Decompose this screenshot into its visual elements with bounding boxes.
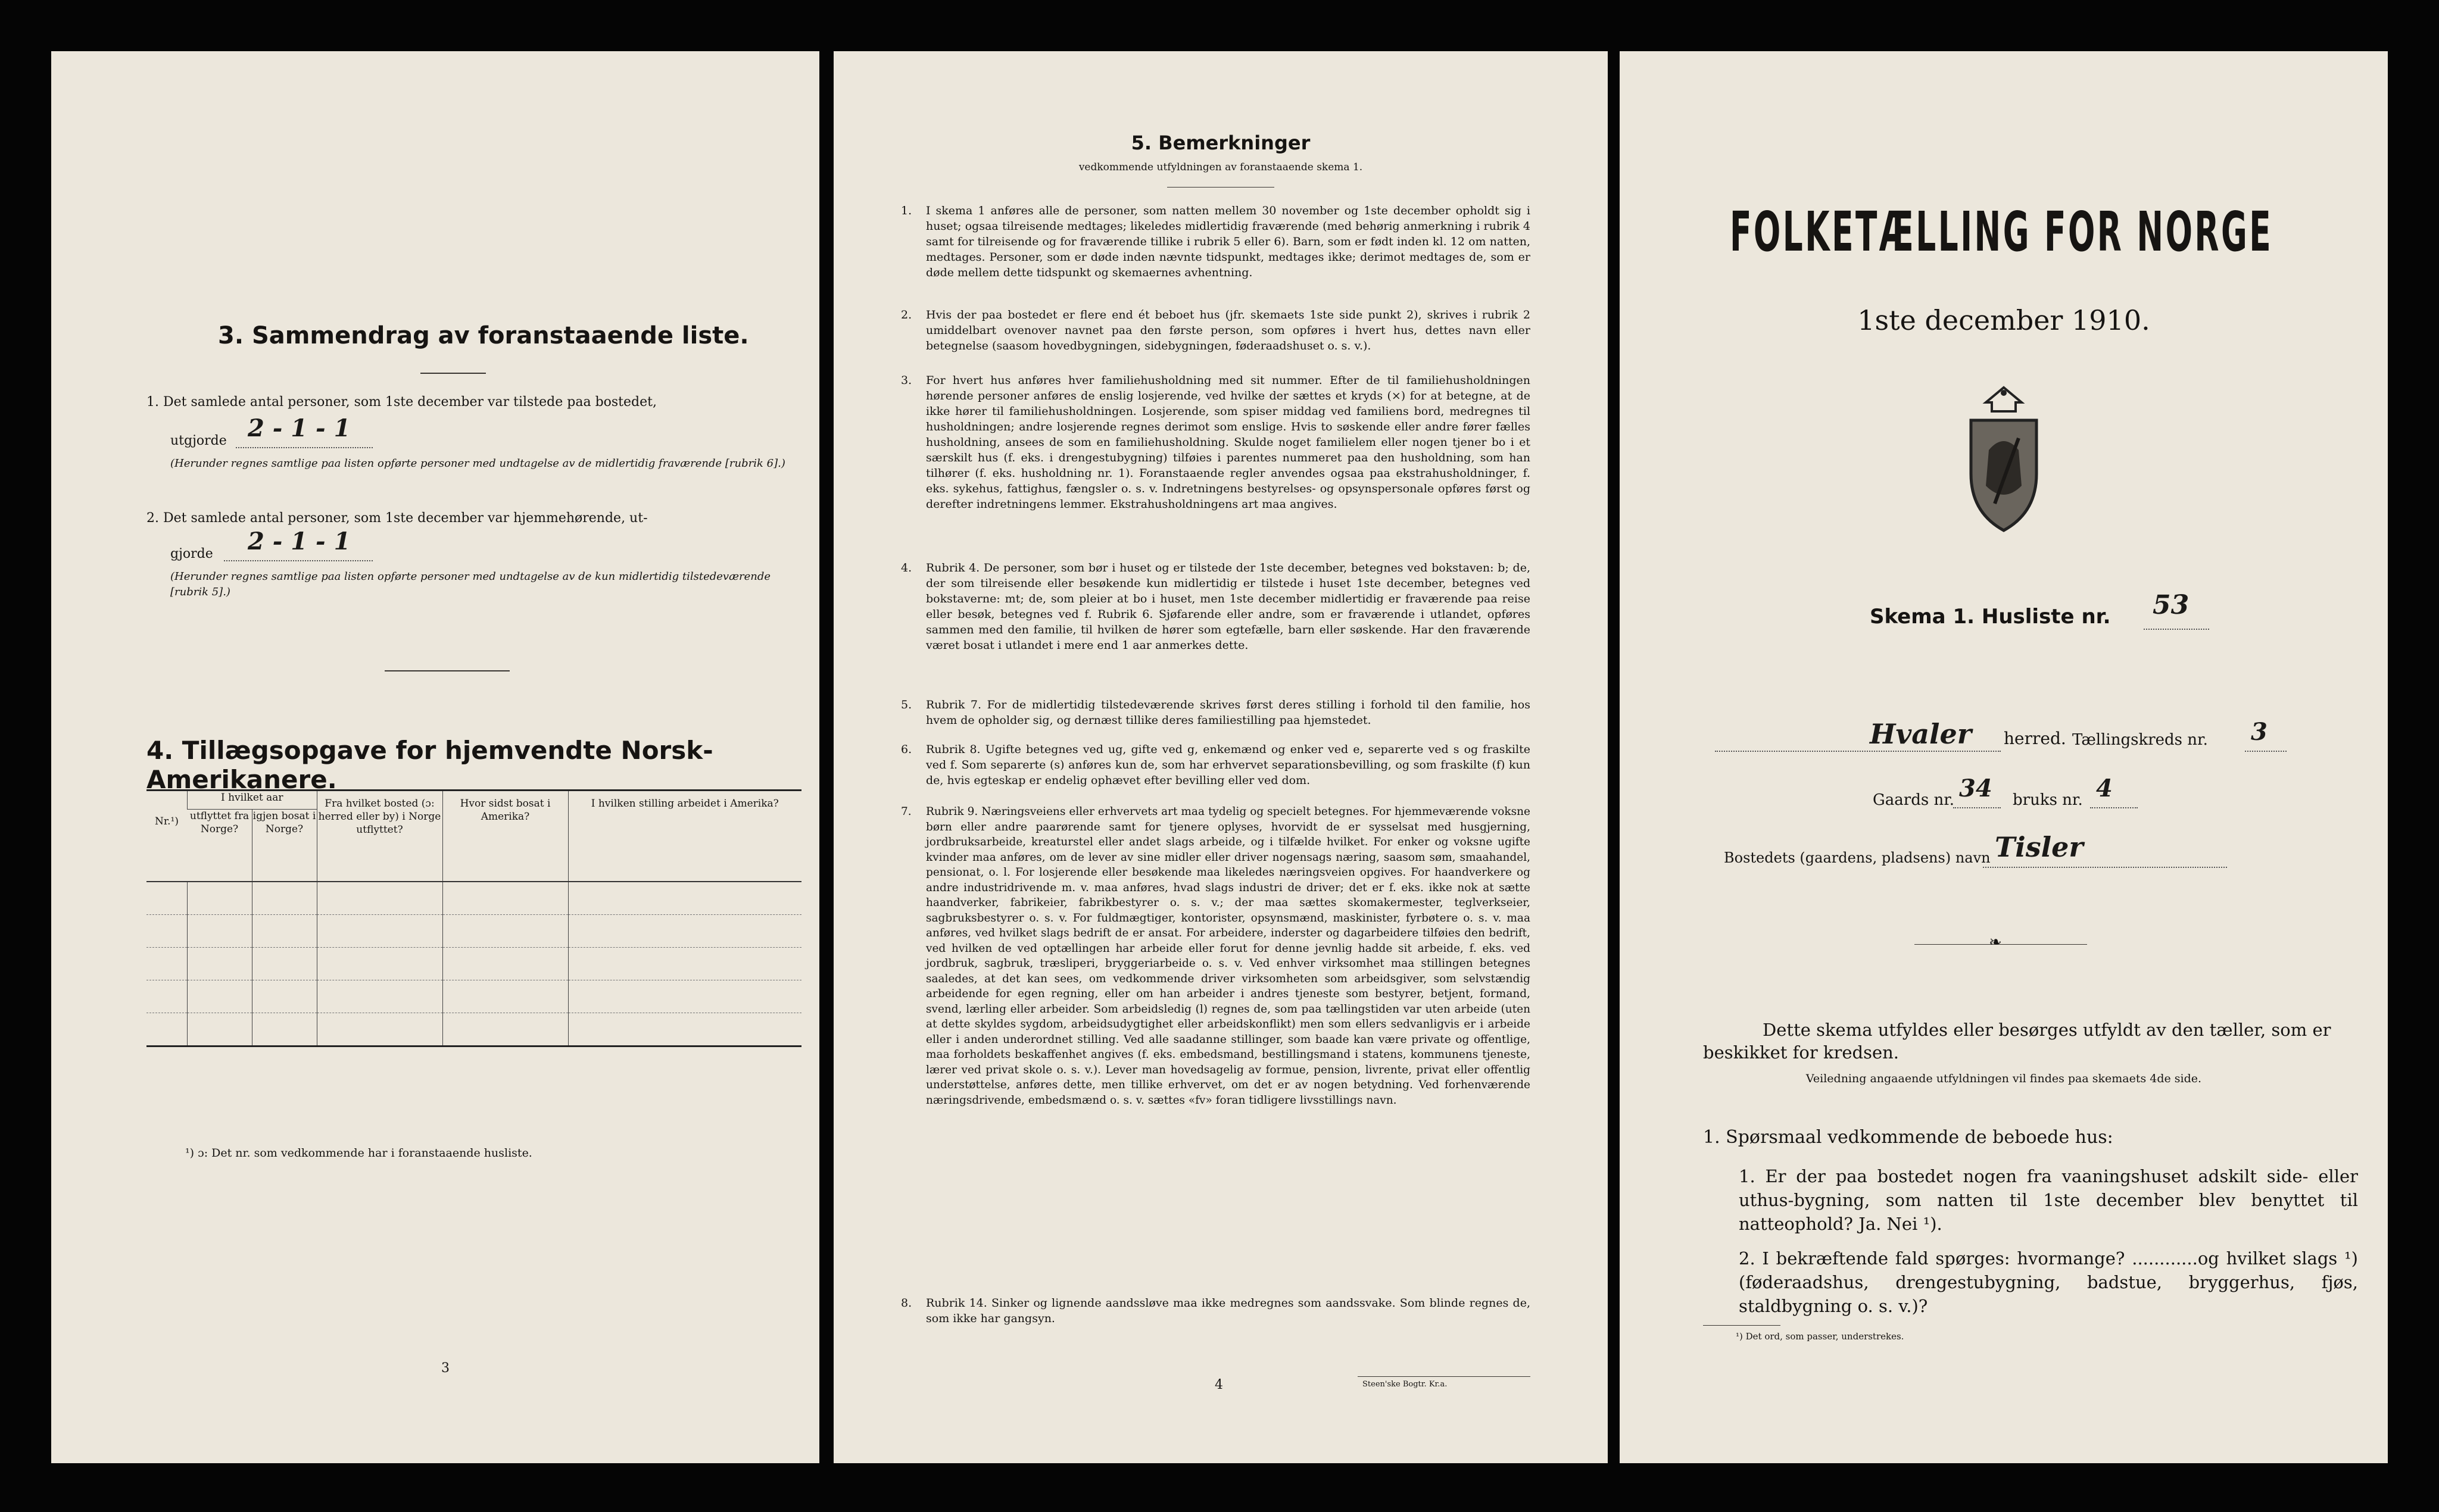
divider	[385, 670, 510, 671]
table-row	[146, 980, 801, 1013]
divider	[1167, 187, 1274, 188]
instruction-text: Dette skema utfyldes eller besørges utfyldt av den tæller, som er beskikket for kredsen.	[1703, 1020, 2331, 1063]
page-3	[51, 51, 819, 1463]
dotted-line	[2245, 751, 2287, 752]
skema-label: Skema 1. Husliste nr.	[1870, 605, 2111, 629]
gaards-label: Gaards nr.	[1873, 791, 1955, 809]
page-4	[834, 51, 1608, 1463]
remark-item-4: 4. Rubrik 4. De personer, som bør i huset og er tilstede der 1ste december, betegnes ved bokstaven: b; de, der som tilreisende eller besøkende kun midlertidig er tilstede i huset 1ste december, betegnes ved bokstaverne: mt; de, som pleier at bo i huset, men 1ste december midlertidig er fraværende paa reise eller besøk, betegnes ved f. Rubrik 6. Sjøfarende eller andre, som er fraværende i utlandet, opføres sammen med den familie, til hvilken de hører som egtefælle, barn eller søskende. Har den fraværende været bosat i utlandet i mere end 1 aar anmerkes dette.	[901, 561, 1530, 652]
census-title: FOLKETÆLLING FOR NORGE	[1730, 200, 2273, 264]
remark-item-8: 8. Rubrik 14. Sinker og lignende aandssløve maa ikke medregnes som aandssvake. Som blinde regnes de, som ikke har gangsyn.	[901, 1297, 1530, 1325]
summary-item-1: 1. Det samlede antal personer, som 1ste december var tilstede paa bostedet,	[146, 395, 657, 410]
bruks-handwritten: 4	[2096, 774, 2113, 802]
dotted-line	[2090, 807, 2138, 808]
page-number: 4	[1215, 1377, 1223, 1392]
bosted-label: Bostedets (gaardens, pladsens) navn	[1724, 849, 1991, 866]
dotted-line	[224, 560, 373, 561]
table-row	[146, 915, 801, 948]
census-date: 1ste december 1910.	[1857, 304, 2150, 336]
col-group-year: I hvilket aar	[188, 791, 317, 810]
present-count-handwritten: 2 - 1 - 1	[248, 414, 351, 442]
col-nr: Nr.¹)	[146, 791, 188, 882]
section-3-title: 3. Sammendrag av foranstaaende liste.	[218, 322, 749, 349]
summary-item-1-prefix: utgjorde	[170, 433, 227, 448]
remark-item-3: 3. For hvert hus anføres hver familiehusholdning med sit nummer. Efter de til familiehusholdningen hørende personer anføres de enslig losjerende, ved hvilke der sættes et kryds (×) for at betegne, at de ikke hører til familiehusholdningen. Losjerende, som spiser middag ved familiens bord, medregnes til husholdningen; andre losjerende regnes derimot som enslige. Hvis to søskende eller andre fører fælles husholdning, ansees de som en familiehusholdning. Skulde noget familielem eller nogen tjener bo i et særskilt hus (f. eks. i drengestubygning) tilføies i parentes nummeret paa den husholdning, som han tilhører (f. eks. husholdning nr. 1). Foranstaaende regler anvendes ogsaa paa ekstrahusholdninger, f. eks. sykehus, fattighus, fængsler o. s. v. Indretningens bestyrelses- og opsynspersonale opføres først og derefter indretningens lemmer. Ekstrahusholdningens art maa angives.	[901, 374, 1530, 511]
guidance-text: Veiledning angaaende utfyldningen vil findes paa skemaets 4de side.	[1805, 1072, 2202, 1085]
herred-label: herred.	[2004, 729, 2066, 748]
dotted-line	[236, 447, 373, 448]
table-footnote: ¹) ɔ: Det nr. som vedkommende har i foranstaaende husliste.	[185, 1147, 532, 1160]
col-position: I hvilken stilling arbeidet i Amerika?	[568, 791, 801, 882]
dotted-line	[1715, 751, 2001, 752]
husliste-nr-handwritten: 53	[2153, 590, 2190, 620]
kreds-handwritten: 3	[2251, 718, 2268, 746]
kreds-label: Tællingskreds nr.	[2072, 731, 2208, 749]
col-from-where: Fra hvilket bosted (ɔ: herred eller by) i Norge utflyttet?	[317, 791, 442, 882]
page-number: 3	[441, 1361, 450, 1376]
question-2: 2. I bekræftende fald spørges: hvormange? ............og hvilket slags ¹) (føderaadshus, drengestubygning, badstue, bryggerhus, fjøs, staldbygning o. s. v.)?	[1739, 1248, 2358, 1316]
ornament-icon: ❧	[1989, 933, 2002, 951]
col-last-place: Hvor sidst bosat i Amerika?	[442, 791, 568, 882]
questions-heading: 1. Spørsmaal vedkommende de beboede hus:	[1703, 1127, 2113, 1148]
bruks-label: bruks nr.	[2013, 791, 2083, 809]
page-1-cover	[1620, 51, 2388, 1463]
remarks-title: 5. Bemerkninger	[1131, 132, 1311, 154]
table-row	[146, 882, 801, 915]
summary-item-2: 2. Det samlede antal personer, som 1ste december var hjemmehørende, ut-	[146, 511, 648, 526]
norsk-amerikanere-table	[146, 789, 801, 1047]
summary-item-2-prefix: gjorde	[170, 546, 213, 561]
dotted-line	[1983, 867, 2227, 868]
divider	[420, 373, 486, 374]
table-row	[146, 1013, 801, 1046]
remark-item-6: 6. Rubrik 8. Ugifte betegnes ved ug, gifte ved g, enkemænd og enker ved e, separerte ved s og fraskilte ved f. Som separerte (s) anføres kun de, som har erhvervet separationsbevilling, og som fraskilte (f) kun de, hvis egteskap er endelig ophævet efter bevilling eller ved dom.	[901, 743, 1530, 787]
summary-note-2: (Herunder regnes samtlige paa listen opførte personer med undtagelse av de kun midlertidig tilstedeværende [rubrik 5].)	[170, 570, 771, 598]
norway-coat-of-arms-icon	[1953, 385, 2054, 533]
question-1: 1. Er der paa bostedet nogen fra vaaningshuset adskilt side- eller uthus-bygning, som natten til 1ste december blev benyttet til natteophold? Ja. Nei ¹).	[1739, 1166, 2358, 1234]
dotted-line	[1953, 807, 2001, 808]
divider	[1358, 1376, 1530, 1377]
cover-footnote: ¹) Det ord, som passer, understrekes.	[1736, 1331, 1904, 1342]
remark-item-5: 5. Rubrik 7. For de midlertidig tilstedeværende skrives først deres stilling i forhold til den familie, hos hvem de opholder sig, og dernæst tillike deres familiestilling paa hjemstedet.	[901, 698, 1530, 727]
col-emigrated: utflyttet fra Norge?	[188, 810, 252, 882]
resident-count-handwritten: 2 - 1 - 1	[248, 527, 351, 555]
remark-item-1: 1. I skema 1 anføres alle de personer, som natten mellem 30 november og 1ste december opholdt sig i huset; ogsaa tilreisende medtages; likeledes midlertidig fraværende (med behørig anmerkning i rubrik 4 samt for tilreisende og for fraværende tillike i rubrik 5 eller 6). Barn, som er født inden kl. 12 om natten, medtages. Personer, som er døde inden nævnte tidspunkt, medtages ikke; derimot medtages de, som er døde mellem dette tidspunkt og skemaernes avhentning.	[901, 204, 1530, 279]
bosted-handwritten: Tisler	[1995, 831, 2084, 863]
section-4-title: 4. Tillægsopgave for hjemvendte Norsk-Amerikanere.	[146, 736, 713, 794]
col-returned: igjen bosat i Norge?	[252, 810, 317, 882]
herred-handwritten: Hvaler	[1870, 718, 1972, 750]
remark-item-2: 2. Hvis der paa bostedet er flere end ét beboet hus (jfr. skemaets 1ste side punkt 2), skrives i rubrik 2 umiddelbart ovenover navnet paa den første person, som opføres i hvert hus, dettes navn eller betegnelse (saasom hovedbygningen, sidebygningen, føderaadshuset o. s. v.).	[901, 308, 1530, 352]
remarks-subtitle: vedkommende utfyldningen av foranstaaende skema 1.	[1078, 161, 1363, 173]
dotted-line	[2144, 629, 2209, 630]
table-row	[146, 948, 801, 980]
divider	[1703, 1325, 1780, 1326]
summary-note-1: (Herunder regnes samtlige paa listen opførte personer med undtagelse av de midlertidig fraværende [rubrik 6].)	[170, 457, 785, 470]
remark-item-7: 7. Rubrik 9. Næringsveiens eller erhvervets art maa tydelig og specielt betegnes. For hjemmeværende voksne børn eller andre paarørende samt for tjenere oplyses, hvorvidt de er sysselsat med husgjerning, jordbruksarbeide, kreaturstel eller andet slags arbeide, og i tilfælde hvilket. For enker og voksne ugifte kvinder maa anføres, om de lever av sine midler eller driver nogensags næring, saasom søm, smaahandel, pensionat, o. l. For losjerende eller besøkende maa likeledes næringsveien opgives. For haandverkere og andre industridrivende m. v. maa anføres, hvad slags industri de driver; det er f. eks. ikke nok at sætte haandverker, fabrikeier, fabrikbestyrer o. s. v.; der maa sættes skomakermester, teglverkseier, sagbruksbestyrer o. s. v. For fuldmægtiger, kontorister, opsynsmænd, maskinister, fyrbøtere o. s. v. maa anføres, ved hvilket slags bedrift de er ansat. For arbeidere, inderster og dagarbeidere tilføies den bedrift, ved hvilken de ved optællingen har arbeide eller forut for denne jevnlig hadde sit arbeide, f. eks. ved jordbruk, sagbruk, træsliperi, bryggeriarbeide o. s. v. Ved enhver virksomhet maa stillingen betegnes saaledes, at det kan sees, om vedkommende driver virksomheten som arbeidsgiver, som selvstændig arbeidende for egen regning, eller om han arbeider i andres tjeneste som bestyrer, betjent, formand, svend, lærling eller arbeider. Som arbeidsledig (l) regnes de, som paa tællingstiden var uten arbeide (uten at dette skyldes sygdom, arbeidsudygtighet eller arbeidskonflikt) men som ellers sedvanligvis er i arbeide eller i anden underordnet stilling. Ved alle saadanne stillinger, som baade kan være private og offentlige, maa forholdets beskaffenhet angives (f. eks. embedsmand, bestillingsmand i statens, kommunens tjeneste, lærer ved privat skole o. s. v.). Lever man hovedsagelig av formue, pension, livrente, privat eller offentlig understøttelse, anføres dette, men tillike erhvervet, om det er av nogen betydning. Ved forhenværende næringsdrivende, embedsmænd o. s. v. sættes «fv» foran tidligere livsstillings navn.	[901, 805, 1530, 1107]
gaards-handwritten: 34	[1959, 774, 1992, 802]
printer-mark: Steen'ske Bogtr. Kr.a.	[1362, 1380, 1448, 1389]
